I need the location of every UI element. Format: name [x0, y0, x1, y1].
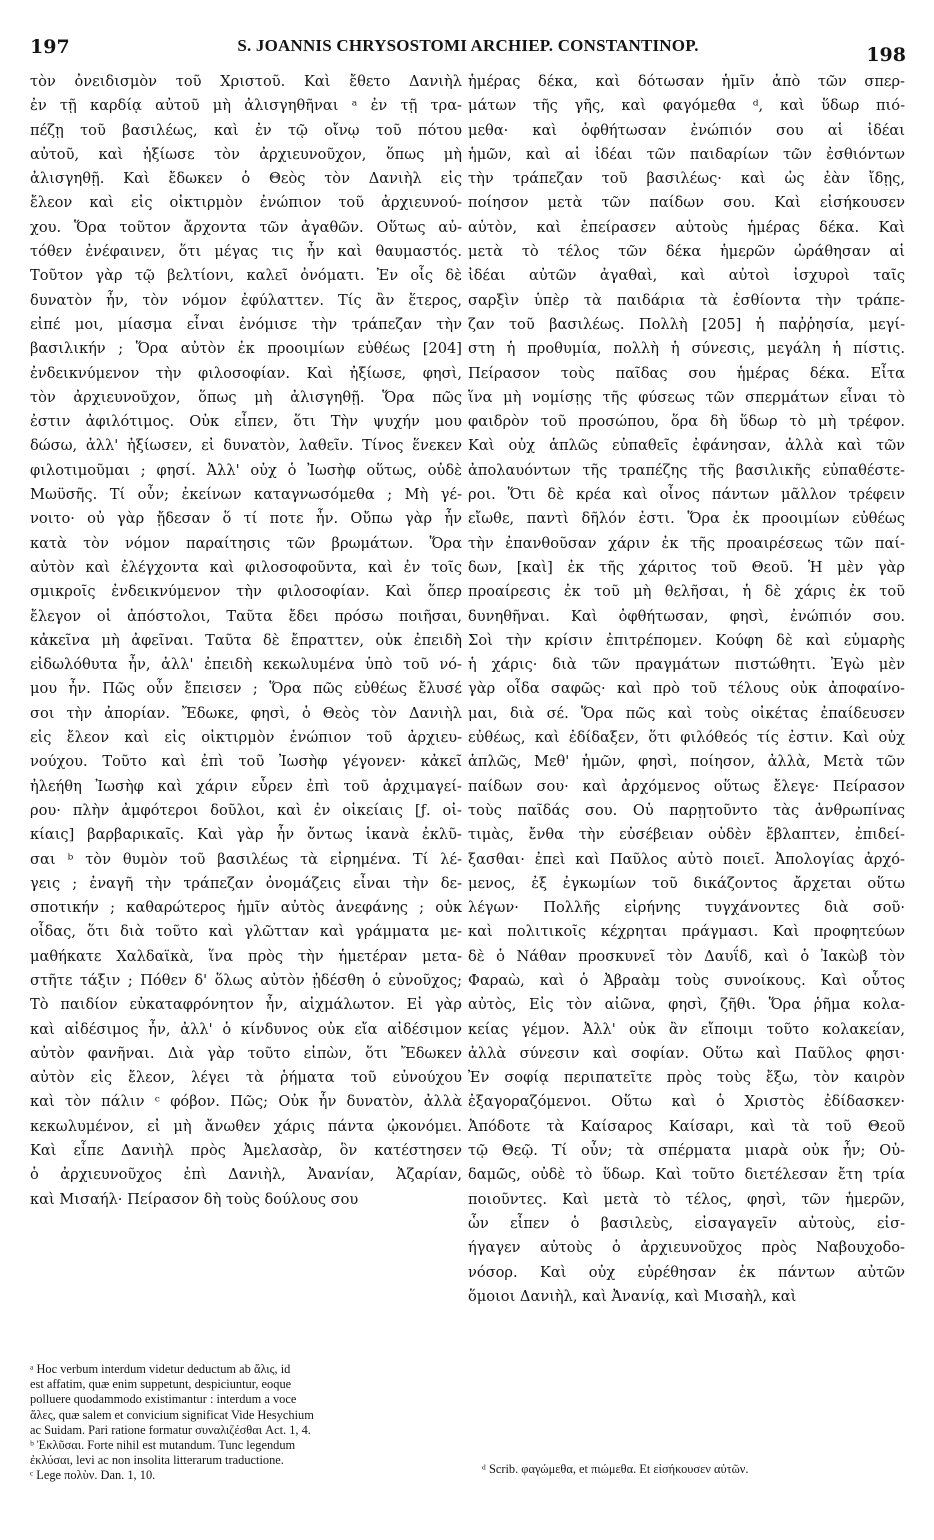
text-line: δὲ ὁ Νάθαν προσκυνεῖ τὸν Δαυΐδ, καὶ ὁ Ἰακὼβ τὸν [468, 947, 905, 965]
text-line: δων, [καὶ] ἐκ τῆς χάριτος τοῦ Θεοῦ. Ἡ μὲν γὰρ [468, 558, 905, 576]
text-line: αὐτὸν εἰς ἔλεον, λέγει τὰ ῥήματα τοῦ εὐνούχου [30, 1069, 462, 1087]
running-title: S. JOANNIS CHRYSOSTOMI ARCHIEP. CONSTANTINOP. [237, 36, 699, 55]
text-line: καὶ Μισαήλ· Πείρασον δὴ τοὺς δούλους σου [30, 1190, 359, 1208]
text-line: Μωϋσῆς. Τί οὖν; ἐκείνων καταγνωσόμεθα ; Μὴ γέ- [30, 486, 462, 504]
text-line: μου ἦν. Πῶς οὖν ἔπεισεν ; Ὅρα πῶς εὐθέως ἔλυσέ [30, 680, 462, 698]
footnote-line: est affatim, quæ enim suppetunt, despiciuntur, eoque [30, 1377, 292, 1392]
text-line: σποτικήν ; καθαρώτερος ἡμῖν αὐτὸς ἀνεφάνης ; οὐκ [30, 899, 462, 917]
text-line: νούχου. Τοῦτο καὶ ἐπὶ τοῦ Ἰωσὴφ γέγονεν· κἀκεῖ [30, 753, 462, 771]
text-line: ὁ ἀρχιευνοῦχος ἐπὶ Δανιὴλ, Ἀνανίαν, Ἀζαρίαν, [30, 1166, 462, 1184]
text-line: ἠλεήθη Ἰωσὴφ καὶ χάριν εὗρεν ἐπὶ τοῦ ἀρχιμαγεί- [30, 777, 462, 795]
text-line: ἔλεον καὶ εἰς οἰκτιρμὸν ἐνώπιον τοῦ ἀρχιευνού- [30, 194, 462, 212]
text-line: αὐτοῦ, καὶ ἠξίωσε τὸν ἀρχιευνοῦχον, ὅπως μὴ [30, 145, 462, 163]
text-line: σαρξὶν ὑπὲρ τὰ παιδάρια τὰ ἐσθίοντα τὴν τράπε- [468, 291, 905, 309]
text-line: μεθα· καὶ ὀφθήτωσαν ἐνώπιόν σου αἱ ἰδέαι [468, 121, 905, 139]
text-line: ἀλισγηθῇ. Καὶ ἔδωκεν ὁ Θεὸς τὸν Δανιὴλ εἰς [30, 170, 462, 188]
footnote-line: ᵃ Hoc verbum interdum videtur deductum ab ἅλις, id [30, 1362, 291, 1376]
text-line: μαι, διὰ σέ. Ὅρα πῶς καὶ τοὺς οἰκέτας ἐπαίδευσεν [468, 704, 905, 722]
text-line: στῆτε τάξιν ; Πόθεν δ' ὅλως αὐτὸν ᾐδέσθη ὁ εὐνοῦχος; [30, 971, 462, 989]
right-column-text [468, 70, 905, 1460]
text-line: κείας γέμον. Ἀλλ' οὐκ ἂν εἴποιμι τοῦτο κολακείαν, [468, 1020, 905, 1038]
text-line: πέζῃ τοῦ βασιλέως, καὶ ἐν τῷ οἴνῳ τοῦ πότου [30, 121, 462, 139]
text-line: καὶ πολιτικοῖς κέχρηται πράγμασι. Καὶ προφητεύων [468, 923, 905, 941]
text-line: φαιδρὸν τοῦ προσώπου, ὅρα δὴ ὕδωρ τὸ μὴ τρέφον. [468, 413, 905, 431]
text-line: Φαραὼ, καὶ ὁ Ἀβραὰμ τοὺς συνοίκους. Καὶ οὗτος [468, 971, 905, 989]
text-line: δαμῶς, οὐδὲ τὸ ὕδωρ. Καὶ τοῦτο διετέλεσαν ἔτη τρία [468, 1166, 905, 1184]
text-line: ροι. Ὅτι δὲ κρέα καὶ οἶνος πάντων μᾶλλον τρέφειν [468, 486, 905, 504]
text-line: κίαις] βαρβαρικαῖς. Καὶ γὰρ ἦν ὄντως ἱκανὰ ἐκλῦ- [30, 826, 462, 844]
text-line: παίδων σου· καὶ ἀρχόμενος οὕτως ἔλεγε· Πείρασον [468, 777, 905, 795]
text-line: αὐτὸς, Εἰς τὸν αἰῶνα, φησὶ, ζῆθι. Ὅρα ῥῆμα κολα- [468, 996, 905, 1014]
text-line: ἁπλῶς, Μεθ' ἡμῶν, φησὶ, ποίησον, ἀλλὰ, Μετὰ τῶν [468, 753, 905, 771]
text-line: νοιτο· οὐ γὰρ ᾔδεσαν ὅ τί ποτε ἦν. Οὔπω γὰρ ἦν [30, 510, 462, 528]
text-line: χου. Ὅρα τοῦτον ἄρχοντα τῶν ἀγαθῶν. Οὕτως αὐ- [30, 218, 462, 236]
text-line: Καὶ εἶπε Δανιὴλ πρὸς Ἀμελασὰρ, ὃν κατέστησεν [30, 1142, 462, 1160]
text-line: δώσω, ἀλλ' ἠξίωσεν, εἰ δυνατὸν, λαθεῖν. Τίνος ἕνεκεν [30, 437, 462, 455]
text-line: καὶ αἰδέσιμος ἦν, ἀλλ' ὁ κίνδυνος οὐκ εἴα αἰδέσιμον [30, 1020, 462, 1038]
text-line: στη ἡ προθυμία, πολλὴ ἡ σύνεσις, μεγάλη ἡ πίστις. [468, 340, 905, 358]
footnote-line: ἅλες, quæ salem et convicium significat Vide Hesychium [30, 1407, 314, 1422]
text-line: εἴωθε, παντὶ δῆλόν ἐστι. Ὅρα ἐκ προοιμίων εὐθέως [468, 510, 905, 528]
text-line: δυνηθῆναι. Καὶ ὀφθήτωσαν, φησὶ, ἐνώπιόν σου. [468, 607, 905, 625]
text-line: αὐτὸν, καὶ ἐπείρασεν αὐτοὺς ἡμέρας δέκα. Καὶ [468, 218, 905, 236]
text-line: Πείρασον τοὺς παῖδας σου ἡμέρας δέκα. Εἶτα [468, 364, 905, 382]
text-line: εἰπέ μοι, μίασμα εἶναι ἐνόμισε τὴν τράπεζαν τὴν [30, 315, 462, 333]
text-line: μετὰ τὸ τέλος τῶν δέκα ἡμερῶν ὠράθησαν αἱ [468, 243, 905, 261]
text-line: σαι ᵇ τὸν θυμὸν τοῦ βασιλέως τὰ εἰρημένα. Τί λέ- [30, 850, 462, 868]
text-line: ἐστιν ἀφιλότιμος. Οὐκ εἶπεν, ὅτι Τὴν ψυχήν μου [30, 413, 462, 431]
text-line: ζαν τοῦ βασιλέως. Πολλὴ [205] ἡ παῤῥησία, μεγί- [468, 315, 905, 333]
text-line: αὐτὸν καὶ ἐλέγχοντα καὶ φιλοσοφοῦντα, καὶ ἐν τοῖς [30, 558, 462, 576]
text-line: ποίησον μετὰ τῶν παίδων σου. Καὶ εἰσήκουσεν [468, 194, 905, 212]
text-line: ἀλλὰ σύνεσιν καὶ σοφίαν. Οὕτω καὶ Παῦλος φησι· [468, 1044, 905, 1062]
footnote-line: ac Suidam. Pari ratione formatur συναλιζέσθαι Act. 1, 4. [30, 1422, 311, 1437]
right-footnote: ᵈ Scrib. φαγώμεθα, et πιώμεθα. Et εἰσήκουσεν αὐτῶν. [482, 1462, 749, 1476]
text-line: φιλοτιμοῦμαι ; φησί. Ἀλλ' οὐχ ὁ Ἰωσὴφ οὕτως, οὐδὲ [30, 461, 462, 479]
text-line: εὐθέως, καὶ ἐδίδαξεν, ὅτι φιλόθεός τίς ἐστιν. Καὶ οὐχ [468, 729, 905, 747]
text-line: ἡμῶν, καὶ αἱ ἰδέαι τῶν παιδαρίων τῶν ἐσθιόντων [468, 145, 905, 163]
text-line: τὸν ὀνειδισμὸν τοῦ Χριστοῦ. Καὶ ἔθετο Δανιὴλ [30, 73, 462, 90]
footnote-line: ᶜ Lege πολὺν. Dan. 1, 10. [30, 1468, 156, 1483]
text-line: ποιοῦντες. Καὶ μετὰ τὸ τέλος, φησὶ, τῶν ἡμερῶν, [468, 1190, 905, 1208]
text-line: ἐν τῇ καρδίᾳ αὐτοῦ μὴ ἀλισγηθῆναι ᵃ ἐν τῇ τρα- [30, 97, 462, 115]
text-line: μάτων τῆς γῆς, καὶ φαγόμεθα ᵈ, καὶ ὕδωρ πιό- [468, 97, 905, 115]
text-line: τοὺς παῖδάς σου. Οὐ παρῃτοῦντο τὰς ἀνθρωπίνας [468, 801, 905, 819]
text-line: ἡμέρας δέκα, καὶ δότωσαν ἡμῖν ἀπὸ τῶν σπερ- [468, 73, 905, 90]
text-line: τὸν ἀρχιευνοῦχον, ὅπως μὴ ἀλισγηθῇ. Ὅρα πῶς [30, 388, 462, 406]
text-line: βασιλικήν ; Ὅρα αὐτὸν ἐκ προοιμίων εὐθέως [204] [30, 340, 462, 358]
text-line: τῷ Θεῷ. Τί οὖν; τὰ σπέρματα μιαρὰ οὐκ ἦν; Οὐ- [468, 1142, 905, 1160]
left-footnotes [30, 1362, 450, 1484]
text-line: οἶδας, ὅτι διὰ τοῦτο καὶ γλῶτταν καὶ γράμματα με- [30, 923, 462, 941]
text-line: σοι τὴν ἀπορίαν. Ἔδωκε, φησὶ, ὁ Θεὸς τὸν Δανιὴλ [30, 704, 462, 722]
text-line: ήγαγεν αὐτοὺς ὁ ἀρχιευνοῦχος πρὸς Ναβουχοδο- [468, 1239, 905, 1257]
text-line: ἔλεγον οἱ ἀπόστολοι, Ταῦτα ἔδει πρόσω ποιῆσαι, [30, 607, 462, 625]
text-line: γεις ; ἐναγῆ τὴν τράπεζαν ὀνομάζεις εἶναι τὴν δε- [30, 874, 462, 892]
text-line: Ἐν σοφίᾳ περιπατεῖτε πρὸς τοὺς ἔξω, τὸν καιρὸν [468, 1069, 905, 1087]
text-line: σμικροῖς ἐνδεικνύμενον τὴν φιλοσοφίαν. Καὶ ὅπερ [30, 583, 462, 601]
text-line: Σοὶ τὴν κρίσιν ἐπιτρέπομεν. Κούφη δὲ καὶ εὐμαρὴς [468, 631, 905, 649]
footnote-line: ἐκλύσαι, levi ac non insolita litterarum traductione. [30, 1453, 284, 1468]
text-line: ἐνδεικνύμενον τὴν φιλοσοφίαν. Καὶ ἠξίωσε, φησὶ, [30, 364, 462, 382]
text-line: εἰς ἔλεον καὶ εἰς οἰκτιρμὸν ἐνώπιον τοῦ ἀρχιευ- [30, 729, 462, 747]
text-line: Ἀπόδοτε τὰ Καίσαρος Καίσαρι, καὶ τὰ τοῦ Θεοῦ [468, 1117, 905, 1135]
text-line: γὰρ οἶδα σαφῶς· καὶ πρὸ τοῦ τέλους οὐκ ἀποφαίνο- [468, 680, 905, 698]
text-line: λέγων· Πολλῆς εἰρήνης τυγχάνοντες διὰ σοῦ· [468, 899, 905, 917]
footnote-line: ᵇ Ἐκλῦσαι. Forte nihil est mutandum. Tunc legendum [30, 1438, 296, 1453]
text-line: ὅμοιοι Δανιὴλ, καὶ Ἀνανίᾳ, καὶ Μισαὴλ, καὶ [468, 1287, 797, 1305]
text-line: ἐξαγοραζόμενοι. Οὕτω καὶ ὁ Χριστὸς ἐδίδασκεν· [468, 1093, 905, 1111]
text-line: ὧν εἶπεν ὁ βασιλεὺς, εἰσαγαγεῖν αὐτοὺς, εἰσ- [468, 1214, 905, 1232]
text-line: Καὶ οὐχ ἁπλῶς εὐπαθεῖς ἐφάνησαν, ἀλλὰ καὶ τῶν [468, 437, 905, 455]
text-line: τόθεν ἐνέφαινεν, ὅτι μέγας τις ἦν καὶ θαυμαστός. [30, 243, 462, 261]
text-line: μαθήκατε Χαλδαϊκὰ, ἵνα πρὸς τὴν ἡμετέραν μετα- [30, 947, 462, 965]
footnote-line: polluere quodammodo existimantur : interdum a voce [30, 1392, 297, 1407]
text-line: προαίρεσις ἐκ τοῦ μὴ θελῆσαι, ἡ δὲ χάρις ἐκ τοῦ [468, 583, 905, 601]
text-line: νόσορ. Καὶ οὐχ εὑρέθησαν ἐκ πάντων αὐτῶν [468, 1263, 905, 1281]
text-line: ἵνα μὴ νομίσῃς τῆς φύσεως τῶν σπερμάτων εἶναι τὸ [468, 388, 905, 406]
text-line: τὴν ἐπανθοῦσαν χάριν ἐκ τῆς προαιρέσεως τῶν παί- [468, 534, 905, 552]
page-number-left: 197 [30, 36, 70, 58]
left-column-text [30, 70, 462, 1460]
text-line: δυνατὸν ἦν, τὸν νόμον ἐφύλαττεν. Τίς ἂν ἕτερος, [30, 291, 462, 309]
text-line: κἀκεῖνα μὴ ἀφεῖναι. Ταῦτα δὲ ἔπραττεν, οὐκ ἐπειδὴ [30, 631, 462, 649]
text-line: τὴν τράπεζαν τοῦ βασιλέως· καὶ ὡς ἐὰν ἴδῃς, [468, 170, 905, 188]
text-line: τιμὰς, ἔνθα τὴν εὐσέβειαν οὐδὲν ἔβλαπτεν, ἐπιδεί- [468, 826, 905, 844]
text-line: καὶ τὸν πάλιν ᶜ φόβον. Πῶς; Οὐκ ἦν δυνατὸν, ἀλλὰ [30, 1093, 462, 1111]
text-line: Τὸ παιδίον εὐκαταφρόνητον ἦν, αἰχμάλωτον. Εἰ γὰρ [30, 996, 462, 1014]
text-line: κατὰ τὸν νόμον παραίτησις τῶν βρωμάτων. Ὅρα [30, 534, 462, 552]
text-line: εἰδωλόθυτα ἦν, ἀλλ' ἐπειδὴ κεκωλυμένα ὑπὸ τοῦ νό- [30, 656, 462, 674]
text-line: μενος, ἐξ ἐγκωμίων τοῦ δικάζοντος ἄρχεται οὕτω [468, 874, 905, 892]
text-line: ἀπολαυόντων τῆς τραπέζης τῆς βασιλικῆς εὐπαθέστε- [468, 461, 905, 479]
page-header [30, 32, 906, 68]
text-line: αὐτὸν φανῆναι. Διὰ γὰρ τοῦτο εἰπὼν, ὅτι Ἔδωκεν [30, 1044, 462, 1062]
text-line: κεκωλυμένον, εἰ μὴ ἄνωθεν χάρις πάντα ᾠκονόμει. [30, 1117, 462, 1135]
text-line: ἡ χάρις· διὰ τῶν πραγμάτων πιστώθητι. Ἐγὼ μὲν [468, 656, 905, 674]
text-line: ἰδέαι αὐτῶν ἀγαθαὶ, καὶ αὐτοὶ ἰσχυροὶ ταῖς [468, 267, 905, 285]
page-number-right: 198 [866, 44, 906, 66]
text-line: Τοῦτον γὰρ τῷ βελτίονι, καλεῖ ὀνόματι. Ἐν οἷς δὲ [30, 267, 462, 285]
text-line: ρου· πλὴν ἀμφότεροι δοῦλοι, καὶ ἐν οἰκείαις [ƒ. οἰ- [30, 801, 462, 819]
text-line: ξασθαι· ἐπεὶ καὶ Παῦλος αὐτὸ ποιεῖ. Ἀπολογίας ἀρχό- [468, 850, 905, 868]
